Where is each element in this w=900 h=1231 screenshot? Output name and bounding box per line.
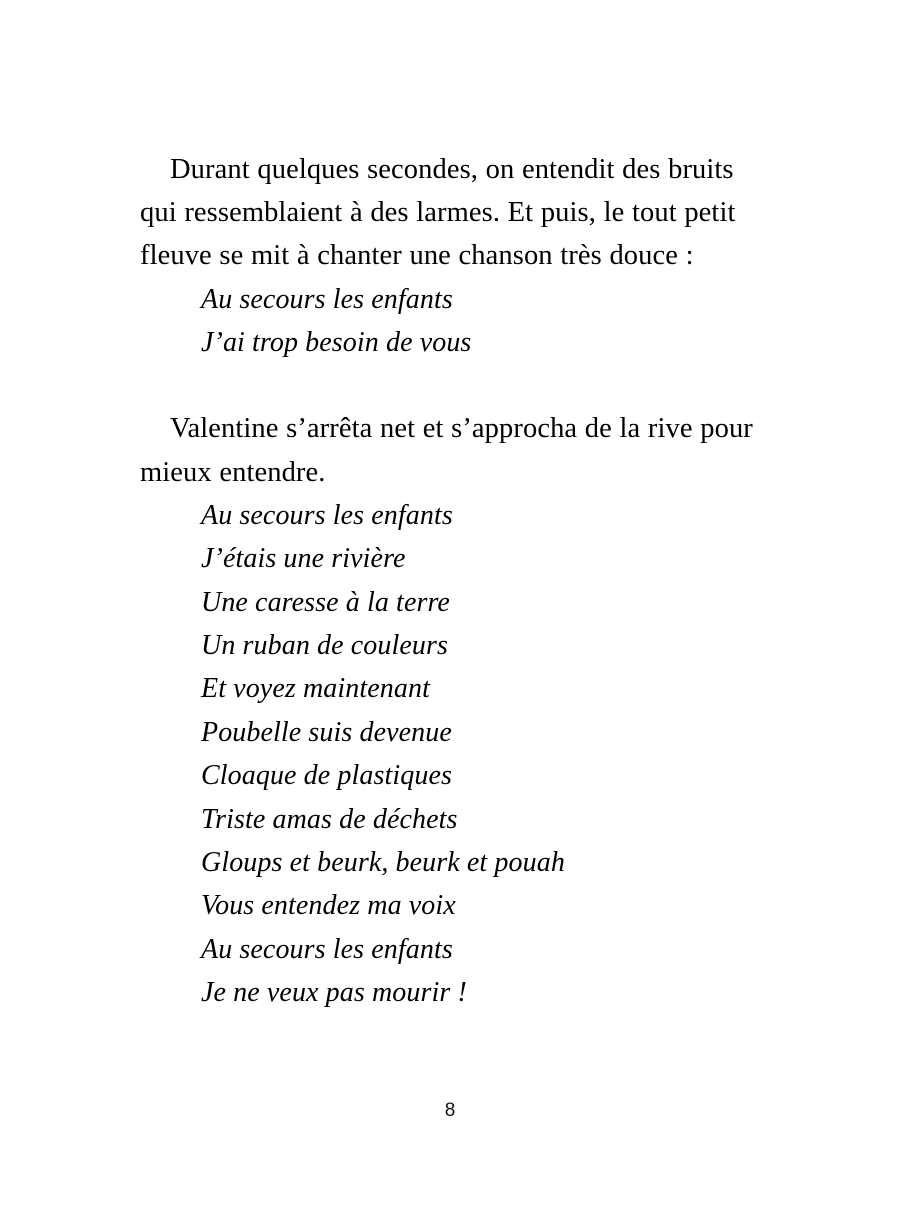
page-text-block xyxy=(140,148,760,1015)
verse-line: Gloups et beurk, beurk et pouah xyxy=(201,847,565,879)
verse-stanza-1 xyxy=(140,278,760,365)
paragraph-valentine: Valentine s’arrêta net et s’approcha de la rive pour mieux entendre. xyxy=(140,413,753,488)
page-number: 8 xyxy=(444,1100,456,1121)
verse-line: Au secours les enfants xyxy=(201,499,453,531)
verse-line: Et voyez maintenant xyxy=(201,673,430,705)
verse-line: Je ne veux pas mourir ! xyxy=(201,977,467,1009)
verse-line: Une caresse à la terre xyxy=(201,586,450,618)
verse-line: Cloaque de plastiques xyxy=(201,760,452,792)
verse-line: Triste amas de déchets xyxy=(201,803,458,835)
verse-line: Vous entendez ma voix xyxy=(201,890,456,922)
verse-line: Poubelle suis devenue xyxy=(201,716,452,748)
verse-line: Un ruban de couleurs xyxy=(201,630,448,662)
verse-line: Au secours les enfants xyxy=(201,933,453,965)
verse-line: Au secours les enfants xyxy=(201,283,453,315)
verse-line: J’ai trop besoin de vous xyxy=(201,327,472,359)
verse-line: J’étais une rivière xyxy=(201,543,406,575)
verse-stanza-2 xyxy=(140,494,760,1015)
paragraph-opening: Durant quelques secondes, on entendit des bruits qui ressemblaient à des larmes. Et puis, le tout petit fleuve se mit à chanter une chanson très douce : xyxy=(140,154,736,272)
stanza-spacer xyxy=(140,364,760,407)
